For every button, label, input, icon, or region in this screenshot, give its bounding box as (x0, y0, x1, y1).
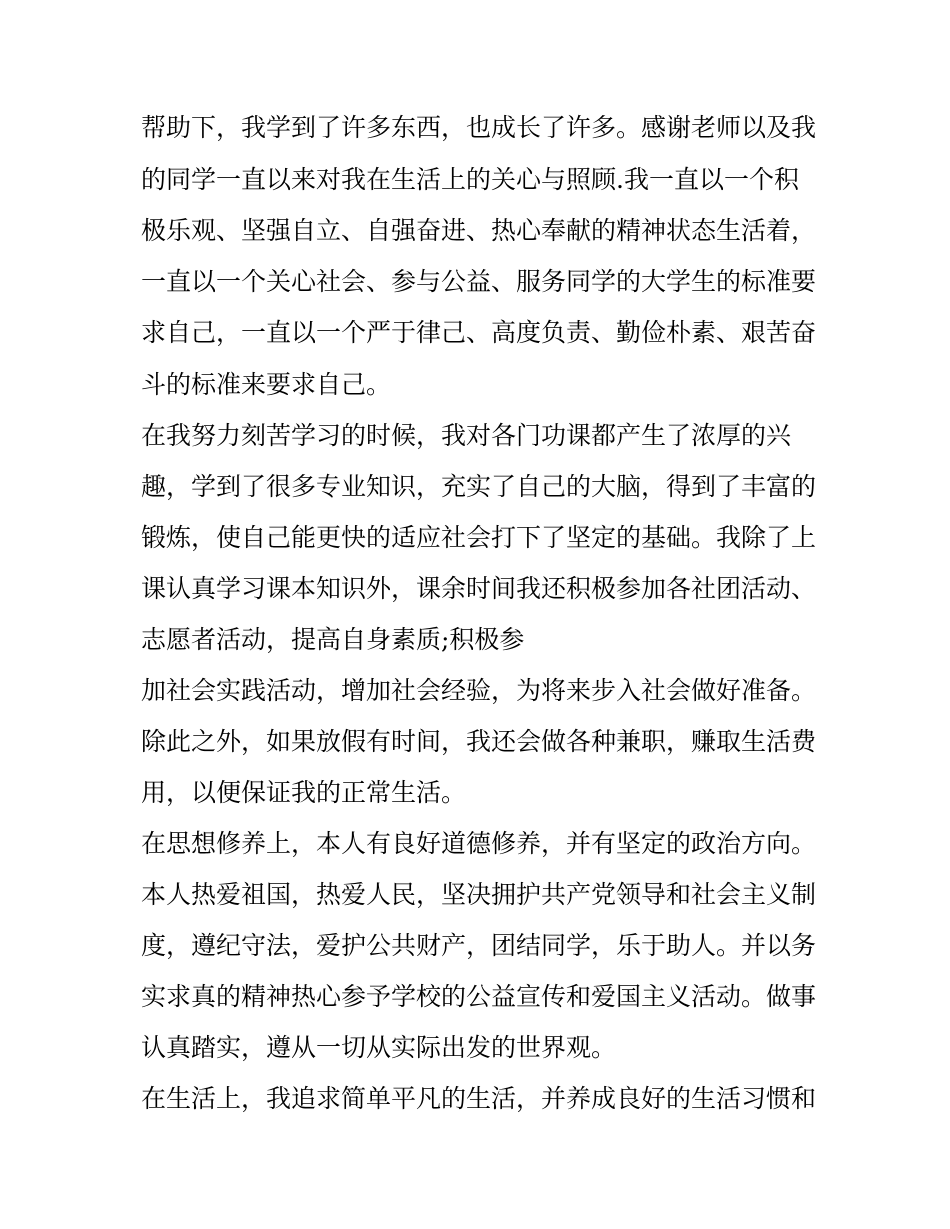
text-line: 在思想修养上，本人有良好道德修养，并有坚定的政治方向。 (141, 829, 817, 858)
text-line: 趣，学到了很多专业知识，充实了自己的大脑，得到了丰富的 (141, 472, 817, 501)
text-line: 的同学一直以来对我在生活上的关心与照顾.我一直以一个积 (141, 165, 799, 194)
text-line: 用，以便保证我的正常生活。 (141, 778, 467, 807)
text-line: 极乐观、坚强自立、自强奋进、热心奉献的精神状态生活着， (141, 216, 817, 245)
text-line: 度，遵纪守法，爱护公共财产，团结同学，乐于助人。并以务 (141, 931, 817, 960)
text-line: 加社会实践活动，增加社会经验，为将来步入社会做好准备。 (141, 676, 817, 705)
text-line: 本人热爱祖国，热爱人民，坚决拥护共产党领导和社会主义制 (141, 880, 817, 909)
text-line: 实求真的精神热心参予学校的公益宣传和爱国主义活动。做事 (141, 982, 817, 1011)
text-line: 一直以一个关心社会、参与公益、服务同学的大学生的标准要 (141, 267, 817, 296)
text-line: 志愿者活动，提高自身素质;积极参 (141, 625, 525, 654)
text-line: 在生活上，我追求简单平凡的生活，并养成良好的生活习惯和 (141, 1084, 817, 1113)
text-line: 求自己，一直以一个严于律己、高度负责、勤俭朴素、艰苦奋 (141, 318, 817, 347)
text-line: 认真踏实，遵从一切从实际出发的世界观。 (141, 1033, 617, 1062)
text-line: 在我努力刻苦学习的时候，我对各门功课都产生了浓厚的兴 (141, 421, 792, 450)
text-line: 帮助下，我学到了许多东西，也成长了许多。感谢老师以及我 (141, 113, 817, 142)
text-line: 锻炼，使自己能更快的适应社会打下了坚定的基础。我除了上 (141, 523, 817, 552)
text-line: 除此之外，如果放假有时间，我还会做各种兼职，赚取生活费 (141, 727, 817, 756)
text-line: 课认真学习课本知识外，课余时间我还积极参加各社团活动、 (141, 574, 817, 603)
text-line: 斗的标准来要求自己。 (141, 370, 392, 399)
